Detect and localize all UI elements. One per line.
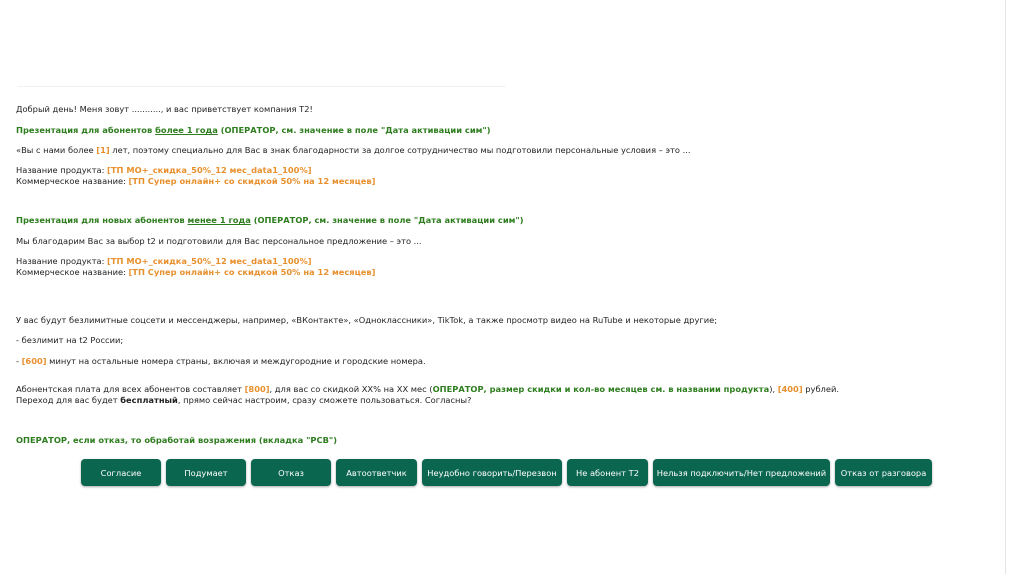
fee-mid: , для вас со скидкой XX% на XX мес (	[269, 384, 433, 394]
commercial-label: Коммерческое название:	[16, 176, 129, 186]
features-intro: У вас будут безлимитные соцсети и мессенджеры, например, «ВКонтакте», «Одноклассники», TikTok, а также просмотр видео на RuTube и некоторые другие;	[16, 315, 718, 325]
cannot-connect-button[interactable]: Нельзя подключить/Нет предложений	[653, 459, 830, 486]
minutes-value: [600]	[21, 356, 47, 366]
section1-heading-pre: Презентация для абонентов	[16, 125, 156, 135]
years-value: [1]	[96, 145, 110, 155]
divider	[18, 86, 506, 87]
fee-text	[16, 384, 839, 395]
section1-text-post: лет, поэтому специально для Вас в знак благодарности за долгое сотрудничество мы подготовили персональные условия – это ...	[109, 145, 691, 155]
fee-discount-value: [400]	[777, 384, 803, 394]
section1-text-pre: «Вы с нами более	[16, 145, 97, 155]
free-emphasis: бесплатный	[120, 395, 178, 405]
feature-item-t2: - безлимит на t2 России;	[16, 335, 124, 345]
section1-heading-period: более 1 года	[155, 125, 218, 135]
transition-text	[16, 395, 471, 406]
right-edge-panel	[1005, 0, 1024, 574]
section1-heading-post: (ОПЕРАТОР, см. значение в поле "Дата активации сим")	[217, 125, 491, 135]
section1-heading	[16, 125, 491, 136]
product-value: [ТП МО+_скидка_50%_12 мес_data1_100%]	[107, 256, 312, 266]
section2-product-name	[16, 256, 312, 267]
section1-text	[16, 145, 691, 156]
feature-item-prefix: -	[16, 356, 22, 366]
fee-post: рублей.	[802, 384, 839, 394]
section1-product-name	[16, 165, 312, 176]
section1-commercial-name	[16, 176, 375, 187]
commercial-value: [ТП Супер онлайн+ со скидкой 50% на 12 месяцев]	[128, 176, 376, 186]
will-think-button[interactable]: Подумает	[166, 459, 246, 486]
section2-heading-period: менее 1 года	[187, 215, 251, 225]
refusal-button[interactable]: Отказ	[251, 459, 331, 486]
greeting-text: Добрый день! Меня зовут ..........., и вас приветствует компания Т2!	[16, 104, 313, 114]
section2-text: Мы благодарим Вас за выбор t2 и подготовили для Вас персональное предложение – это ...	[16, 236, 422, 246]
fee-pre: Абонентская плата для всех абонентов составляет	[16, 384, 245, 394]
fee-operator-note: ОПЕРАТОР, размер скидки и кол-во месяцев см. в названии продукта	[432, 384, 770, 394]
commercial-value: [ТП Супер онлайн+ со скидкой 50% на 12 месяцев]	[128, 267, 376, 277]
transition-pre: Переход для вас будет	[16, 395, 121, 405]
feature-item-minutes	[16, 356, 426, 367]
fee-mid2: ),	[769, 384, 778, 394]
section2-heading-pre: Презентация для новых абонентов	[16, 215, 188, 225]
section2-heading	[16, 215, 524, 226]
callback-button[interactable]: Неудобно говорить/Перезвон	[422, 459, 562, 486]
conversation-refusal-button[interactable]: Отказ от разговора	[835, 459, 932, 486]
answering-machine-button[interactable]: Автоответчик	[336, 459, 417, 486]
section2-commercial-name	[16, 267, 375, 278]
transition-post: , прямо сейчас настроим, сразу сможете пользоваться. Согласны?	[177, 395, 472, 405]
fee-full-value: [800]	[244, 384, 270, 394]
product-value: [ТП МО+_скидка_50%_12 мес_data1_100%]	[107, 165, 312, 175]
section2-heading-post: (ОПЕРАТОР, см. значение в поле "Дата активации сим")	[250, 215, 524, 225]
agree-button[interactable]: Согласие	[81, 459, 161, 486]
product-label: Название продукта:	[16, 165, 108, 175]
feature-item-text: минут на остальные номера страны, включая и междугородние и городские номера.	[46, 356, 426, 366]
commercial-label: Коммерческое название:	[16, 267, 129, 277]
not-subscriber-button[interactable]: Не абонент Т2	[567, 459, 648, 486]
product-label: Название продукта:	[16, 256, 108, 266]
operator-objection-note: ОПЕРАТОР, если отказ, то обработай возражения (вкладка "РСВ")	[16, 435, 338, 445]
